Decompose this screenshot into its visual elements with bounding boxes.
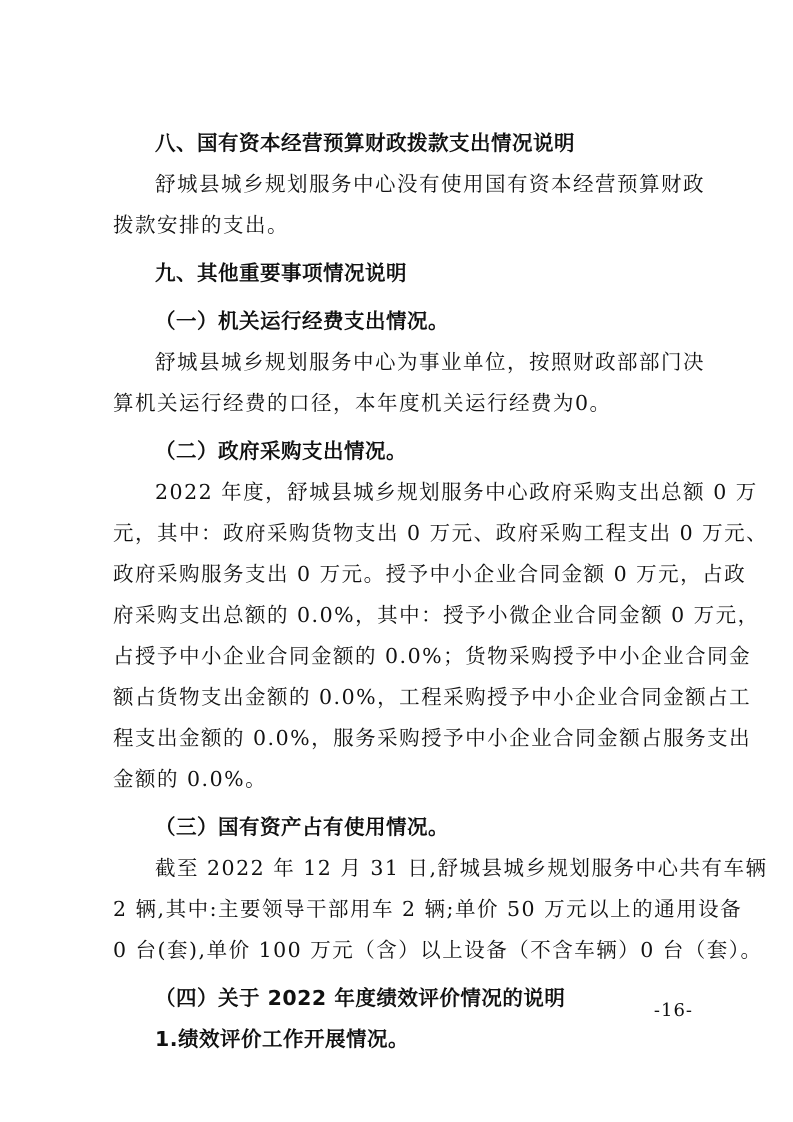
section-8-line-2: 拨款安排的支出。 bbox=[113, 213, 289, 237]
subsection-3-line-2: 2 辆,其中:主要领导干部用车 2 辆;单价 50 万元以上的通用设备 bbox=[113, 897, 743, 921]
document-body bbox=[113, 123, 769, 1060]
section-8-line-1: 舒城县城乡规划服务中心没有使用国有资本经营预算财政 bbox=[155, 172, 705, 196]
subsection-3-line-3: 0 台(套),单价 100 万元（含）以上设备（不含车辆）0 台（套）。 bbox=[113, 938, 763, 962]
subsection-3-heading: （三）国有资产占有使用情况。 bbox=[155, 815, 449, 839]
subsection-2-line-5: 占授予中小企业合同金额的 0.0%；货物采购授予中小企业合同金 bbox=[113, 644, 752, 668]
subsection-3-line-1: 截至 2022 年 12 月 31 日,舒城县城乡规划服务中心共有车辆 bbox=[155, 856, 768, 880]
section-8-heading: 八、国有资本经营预算财政拨款支出情况说明 bbox=[155, 131, 575, 155]
page-number: -16- bbox=[653, 1000, 693, 1021]
subsection-2-line-3: 政府采购服务支出 0 万元。授予中小企业合同金额 0 万元，占政 bbox=[113, 562, 747, 586]
subsection-2-line-8: 金额的 0.0%。 bbox=[113, 767, 268, 791]
subsection-1-heading: （一）机关运行经费支出情况。 bbox=[155, 309, 449, 333]
section-9-heading: 九、其他重要事项情况说明 bbox=[155, 261, 407, 285]
subsection-2-line-1: 2022 年度，舒城县城乡规划服务中心政府采购支出总额 0 万 bbox=[155, 480, 758, 504]
subsection-4-heading: （四）关于 2022 年度绩效评价情况的说明 bbox=[155, 986, 566, 1010]
subsection-2-line-4: 府采购支出总额的 0.0%，其中：授予小微企业合同金额 0 万元， bbox=[113, 603, 760, 627]
subsection-2-line-7: 程支出金额的 0.0%，服务采购授予中小企业合同金额占服务支出 bbox=[113, 726, 752, 750]
subsection-1-line-1: 舒城县城乡规划服务中心为事业单位，按照财政部部门决 bbox=[155, 350, 705, 374]
item-1-heading: 1.绩效评价工作开展情况。 bbox=[155, 1027, 410, 1051]
subsection-2-line-2: 元，其中：政府采购货物支出 0 万元、政府采购工程支出 0 万元、 bbox=[113, 521, 769, 545]
subsection-2-heading: （二）政府采购支出情况。 bbox=[155, 439, 407, 463]
subsection-1-line-2: 算机关运行经费的口径，本年度机关运行经费为0。 bbox=[113, 391, 612, 415]
subsection-2-line-6: 额占货物支出金额的 0.0%，工程采购授予中小企业合同金额占工 bbox=[113, 685, 752, 709]
